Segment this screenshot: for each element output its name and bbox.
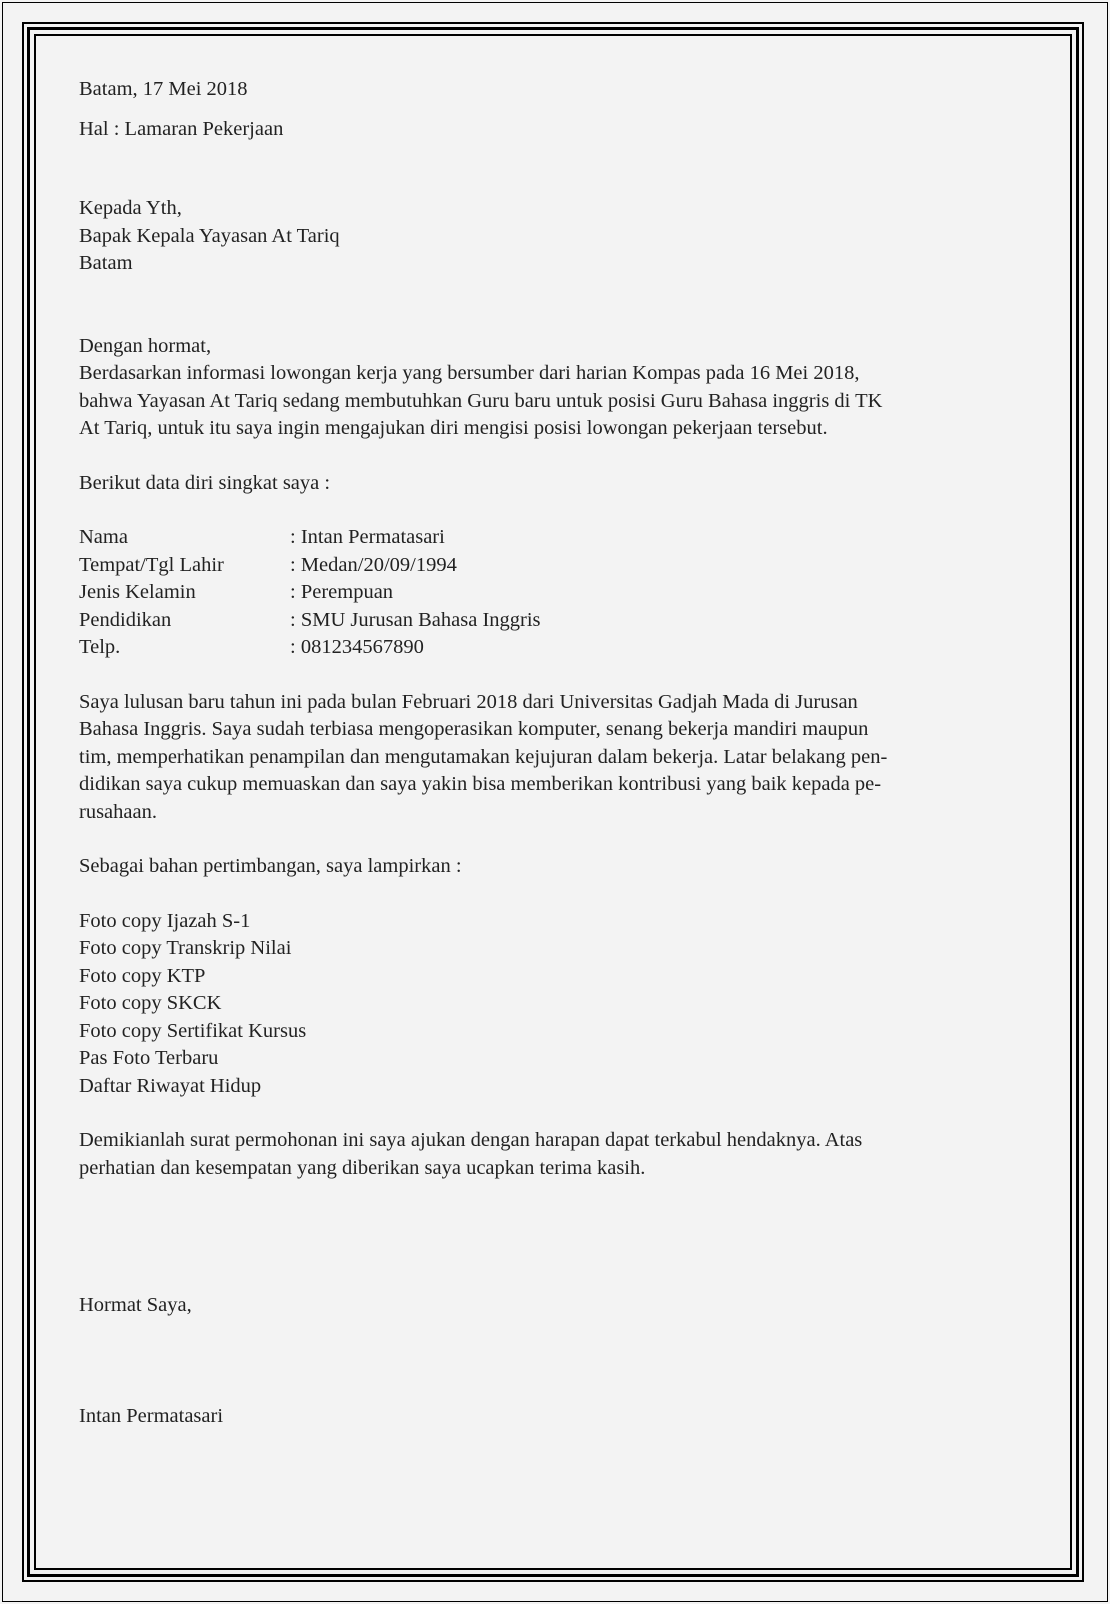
- list-item: Daftar Riwayat Hidup: [79, 1074, 262, 1097]
- data-intro: Berikut data diri singkat saya :: [79, 471, 331, 494]
- data-value: : Medan/20/09/1994: [290, 553, 457, 576]
- personal-data-table: [79, 524, 541, 662]
- attachments-intro: Sebagai bahan pertimbangan, saya lampirkan :: [79, 855, 462, 877]
- body-line: didikan saya cukup memuaskan dan saya yakin bisa memberikan kontribusi yang baik kepada pe-: [79, 773, 882, 795]
- data-label: Pendidikan: [79, 608, 172, 631]
- opening-block: [79, 333, 1039, 443]
- table-row: [79, 634, 541, 662]
- body-line: tim, memperhatikan penampilan dan mengutamakan kejujuran dalam bekerja. Latar belakang pen-: [79, 745, 888, 768]
- closing-paragraph: [79, 1127, 1039, 1182]
- list-item: Foto copy Transkrip Nilai: [79, 937, 292, 959]
- data-value: : Perempuan: [290, 581, 394, 603]
- list-item: Foto copy SKCK: [79, 992, 222, 1014]
- regards: Hormat Saya,: [79, 1294, 192, 1316]
- table-row: [79, 579, 541, 607]
- body-line: rusahaan.: [79, 800, 157, 823]
- table-row: [79, 524, 541, 552]
- table-row: [79, 552, 541, 580]
- signature-name: Intan Permatasari: [79, 1404, 224, 1427]
- list-item: Foto copy Sertifikat Kursus: [79, 1019, 307, 1042]
- data-value: : SMU Jurusan Bahasa Inggris: [290, 608, 541, 631]
- body-line: Bahasa Inggris. Saya sudah terbiasa mengoperasikan komputer, senang bekerja mandiri maupun: [79, 718, 869, 740]
- data-label: Nama: [79, 526, 128, 548]
- attachments-list: [79, 908, 1039, 1101]
- recipient-line: Bapak Kepala Yayasan At Tariq: [79, 224, 340, 247]
- list-item: Foto copy KTP: [79, 964, 206, 987]
- letter-date: Batam, 17 Mei 2018: [79, 78, 248, 100]
- intro-line: At Tariq, untuk itu saya ingin mengajukan diri mengisi posisi lowongan pekerjaan tersebut.: [79, 417, 828, 439]
- recipient-block: [79, 195, 1039, 278]
- data-label: Jenis Kelamin: [79, 581, 196, 603]
- list-item: Foto copy Ijazah S-1: [79, 909, 251, 932]
- data-value: : Intan Permatasari: [290, 526, 445, 548]
- application-letter: [79, 76, 1039, 1430]
- intro-line: bahwa Yayasan At Tariq sedang membutuhkan Guru baru untuk posisi Guru Bahasa inggris di TK: [79, 389, 883, 412]
- table-row: [79, 607, 541, 635]
- recipient-line: Batam: [79, 252, 133, 274]
- closing-line: Demikianlah surat permohonan ini saya ajukan dengan harapan dapat terkabul hendaknya. Atas: [79, 1129, 863, 1151]
- closing-line: perhatian dan kesempatan yang diberikan saya ucapkan terima kasih.: [79, 1156, 646, 1179]
- intro-line: Berdasarkan informasi lowongan kerja yang bersumber dari harian Kompas pada 16 Mei 2018,: [79, 362, 860, 384]
- recipient-line: Kepada Yth,: [79, 197, 182, 219]
- data-label: Telp.: [79, 636, 121, 658]
- greeting: Dengan hormat,: [79, 334, 212, 357]
- body-paragraph: [79, 689, 1039, 827]
- body-line: Saya lulusan baru tahun ini pada bulan Februari 2018 dari Universitas Gadjah Mada di Jurusan: [79, 690, 858, 713]
- data-label: Tempat/Tgl Lahir: [79, 553, 224, 576]
- list-item: Pas Foto Terbaru: [79, 1047, 219, 1069]
- data-value: : 081234567890: [290, 636, 424, 658]
- letter-subject: Hal : Lamaran Pekerjaan: [79, 117, 284, 140]
